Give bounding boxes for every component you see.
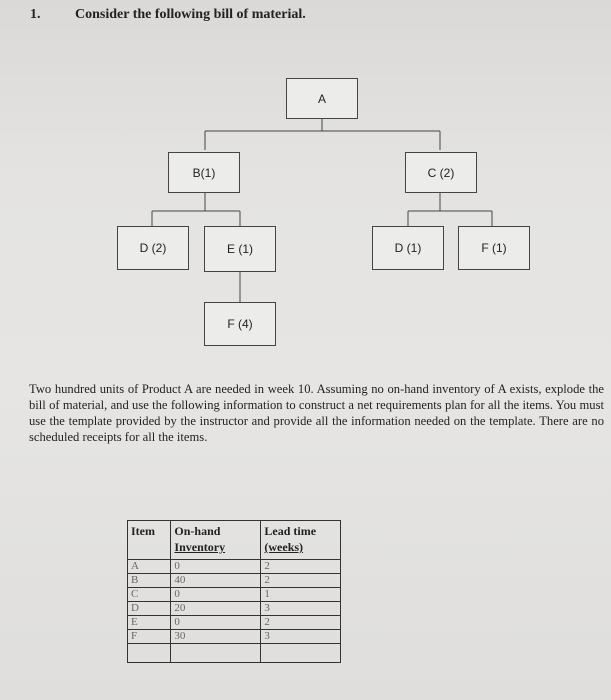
cell-onhand: 0 [171,588,261,602]
table-row [128,602,341,616]
cell-lead: 3 [261,602,341,616]
cell-item: A [128,560,171,574]
problem-paragraph: Two hundred units of Product A are needed in week 10. Assuming no on-hand inventory of A exists, explode the bill of material, and use the following information to construct a net requirements plan for all the items. You must use the template provided by the instructor and provide all the information needed on the template. There are no scheduled receipts for all the items. [29,382,604,444]
bom-node-d-under-c: D (1) [372,226,444,270]
cell-item: E [128,616,171,630]
bom-node-b: B(1) [168,152,240,193]
table-row [128,574,341,588]
bom-node-e: E (1) [204,226,276,272]
bom-node-d-under-b: D (2) [117,226,189,270]
bom-node-f-under-c: F (1) [458,226,530,270]
cell-lead: 2 [261,574,341,588]
table-header-row [128,521,341,560]
cell-lead: 1 [261,588,341,602]
table-row [128,616,341,630]
inventory-table [127,520,341,663]
cell-lead: 2 [261,560,341,574]
bom-node-f-under-e: F (4) [204,302,276,346]
header-lead-time: Lead time (weeks) [261,521,341,560]
cell-onhand: 20 [171,602,261,616]
header-onhand: On-hand Inventory [171,521,261,560]
cell-onhand: 0 [171,560,261,574]
cell-lead: 2 [261,616,341,630]
table-row [128,560,341,574]
question-number: 1. [30,7,41,22]
header-item: Item [128,521,171,560]
cell-lead: 3 [261,630,341,644]
question-title: Consider the following bill of material. [75,7,306,22]
cell-item: D [128,602,171,616]
cell-item: B [128,574,171,588]
bom-node-c: C (2) [405,152,477,193]
cell-onhand: 0 [171,616,261,630]
table-row [128,630,341,644]
cell-item: C [128,588,171,602]
cell-onhand: 40 [171,574,261,588]
cell-item: F [128,630,171,644]
table-row-empty [128,644,341,663]
bom-node-a: A [286,78,358,119]
cell-onhand: 30 [171,630,261,644]
table-row [128,588,341,602]
